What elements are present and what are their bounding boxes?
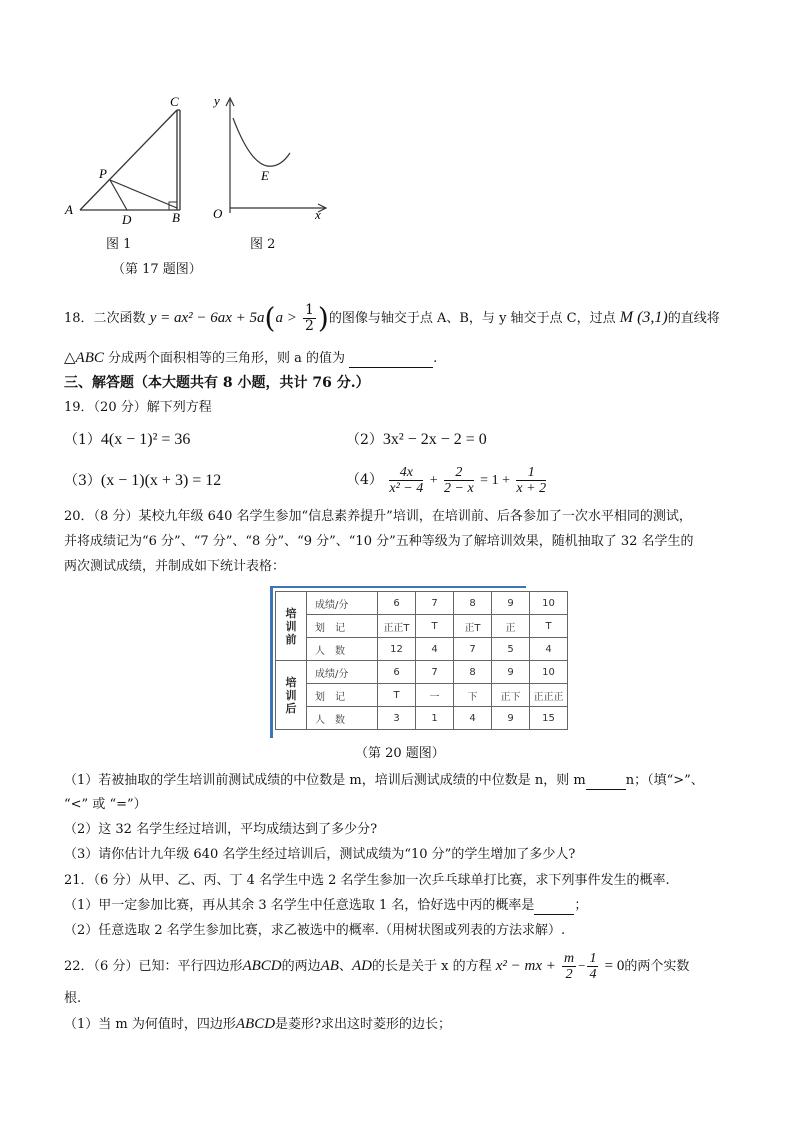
fig2-caption: 图 2 xyxy=(250,237,276,252)
q20-sub1-line1: （1）若被抽取的学生培训前测试成绩的中位数是 m，培训后测试成绩的中位数是 n，则 m n；（填“>”、 xyxy=(64,773,704,788)
q18-fraction-half: $\frac{1}{2}$ xyxy=(305,302,314,334)
table-cell: 7 xyxy=(416,661,454,684)
table-cell: 10 xyxy=(530,661,568,684)
q19-part2: （2）3x² − 2x − 2 = 0 xyxy=(346,431,487,448)
table-cell: 正T xyxy=(454,615,492,638)
table-cell: 9 xyxy=(492,592,530,615)
table-row-label: 人 数 xyxy=(307,707,378,730)
score-table xyxy=(275,591,568,730)
q18-number: 18． xyxy=(64,311,94,326)
table-row-label: 成绩/分 xyxy=(307,592,378,615)
table-cell: 15 xyxy=(530,707,568,730)
question-18-line1: 18．二次函数 y = ax² − 6ax + 5a(a > $\frac{1}{2}$ )的图像与轴交于点 A、B，与 y 轴交于点 C，过点 M (3,1)的直线将 xyxy=(64,301,720,335)
q20-sub3: （3）请你估计九年级 640 名学生经过培训后，测试成绩为“10 分”的学生增加了多少人? xyxy=(64,847,576,862)
figure-1-triangle xyxy=(60,90,200,230)
table-row xyxy=(276,661,568,684)
q21-answer-blank[interactable] xyxy=(534,900,574,915)
q22-sub1: （1）当 m 为何值时，四边形ABCD是菱形?求出这时菱形的边长； xyxy=(64,1016,452,1032)
table-row-label: 人 数 xyxy=(307,638,378,661)
label-p: P xyxy=(99,166,107,181)
label-c: C xyxy=(170,94,179,109)
table-cell: T xyxy=(530,615,568,638)
table-cell: 7 xyxy=(454,638,492,661)
table-cell: 4 xyxy=(454,707,492,730)
q19-part1: （1）4(x − 1)² = 36 xyxy=(64,431,191,448)
table-row xyxy=(276,638,568,661)
q20-sub1-line2: “<” 或 “=”） xyxy=(64,797,147,812)
table-cell: 3 xyxy=(378,707,416,730)
figure-2-graph xyxy=(205,88,335,228)
label-e: E xyxy=(261,168,269,183)
q18-answer-blank[interactable] xyxy=(349,353,433,368)
q20-sub2: （2）这 32 名学生经过培训，平均成绩达到了多少分? xyxy=(64,822,378,837)
table-cell: 4 xyxy=(416,638,454,661)
q18-point-m: M (3,1) xyxy=(619,309,668,326)
fig17-caption: （第 17 题图） xyxy=(112,262,202,277)
table-cell: 正下 xyxy=(492,684,530,707)
table-cell: T xyxy=(378,684,416,707)
q20-answer-blank[interactable] xyxy=(586,775,626,790)
table-cell: 下 xyxy=(454,684,492,707)
fig1-caption: 图 1 xyxy=(106,237,132,252)
table-cell: 10 xyxy=(530,592,568,615)
label-o: O xyxy=(213,206,223,221)
table-row xyxy=(276,707,568,730)
table-cell: T xyxy=(416,615,454,638)
question-22-line2: 根. xyxy=(64,991,82,1006)
table-cell: 9 xyxy=(492,661,530,684)
table-cell: 8 xyxy=(454,592,492,615)
table-cell: 5 xyxy=(492,638,530,661)
table-row xyxy=(276,615,568,638)
table-cell: 8 xyxy=(454,661,492,684)
question-18-line2: △ABC 分成两个面积相等的三角形，则 a 的值为 . xyxy=(64,350,438,366)
question-21-head: 21．（6 分）从甲、乙、丙、丁 4 名学生中选 2 名学生参加一次乒乓球单打比赛，求下列事件发生的概率. xyxy=(64,873,670,888)
table-cell: 6 xyxy=(378,661,416,684)
table-group-after: 培 训 后 xyxy=(276,661,307,730)
table-cell: 正正正 xyxy=(530,684,568,707)
q21-sub1: （1）甲一定参加比赛，再从其余 3 名学生中任意选取 1 名，恰好选中丙的概率是 ； xyxy=(64,898,588,913)
q19-part4: （4） $\frac{4x}{\text{x² − 4}}$ + $\frac{2}{2 - x}$ = 1 + $\frac{1}{x + 2}$ xyxy=(346,464,547,496)
q21-sub2: （2）任意选取 2 名学生参加比赛，求乙被选中的概率.（用树状图或列表的方法求解）. xyxy=(64,923,566,938)
table-cell: 4 xyxy=(530,638,568,661)
table-cell: 9 xyxy=(492,707,530,730)
table-cell: 7 xyxy=(416,592,454,615)
question-20-line1: 20．（8 分）某校九年级 640 名学生参加“信息素养提升”培训，在培训前、后各参加了一次水平相同的测试， xyxy=(64,509,692,524)
table-cell: 6 xyxy=(378,592,416,615)
table-cell: 正正T xyxy=(378,615,416,638)
label-a: A xyxy=(65,202,73,217)
fig20-caption: （第 20 题图） xyxy=(355,746,445,761)
label-d: D xyxy=(122,212,132,227)
label-b: B xyxy=(172,210,180,225)
q18-equation: y = ax² − 6ax + 5a xyxy=(149,310,265,326)
table-row xyxy=(276,592,568,615)
table-cell: 12 xyxy=(378,638,416,661)
question-22-line1: 22．（6 分）已知：平行四边形ABCD的两边AB、AD的长是关于 x 的方程 x² − mx + $\frac{m}{2}$ − $\frac{1}{4}$ = 0的两个实数 xyxy=(64,951,690,982)
table-group-before: 培 训 前 xyxy=(276,592,307,661)
table-row-label: 划 记 xyxy=(307,615,378,638)
section-3-title: 三、解答题（本大题共有 8 小题，共计 76 分.） xyxy=(64,375,370,391)
table-row-label: 划 记 xyxy=(307,684,378,707)
label-x: x xyxy=(315,207,321,222)
table-cell: 1 xyxy=(416,707,454,730)
table-cell: 正 xyxy=(492,615,530,638)
question-20-line2: 并将成绩记为“6 分”、“7 分”、“8 分”、“9 分”、“10 分”五种等级为了解培训效果，随机抽取了 32 名学生的 xyxy=(64,534,694,549)
question-20-line3: 两次测试成绩，并制成如下统计表格： xyxy=(64,559,286,574)
q19-part3: （3）(x − 1)(x + 3) = 12 xyxy=(64,472,222,489)
label-y: y xyxy=(214,93,220,108)
question-19-head: 19．（20 分）解下列方程 xyxy=(64,400,212,415)
table-cell: 一 xyxy=(416,684,454,707)
table-row-label: 成绩/分 xyxy=(307,661,378,684)
table-row xyxy=(276,684,568,707)
